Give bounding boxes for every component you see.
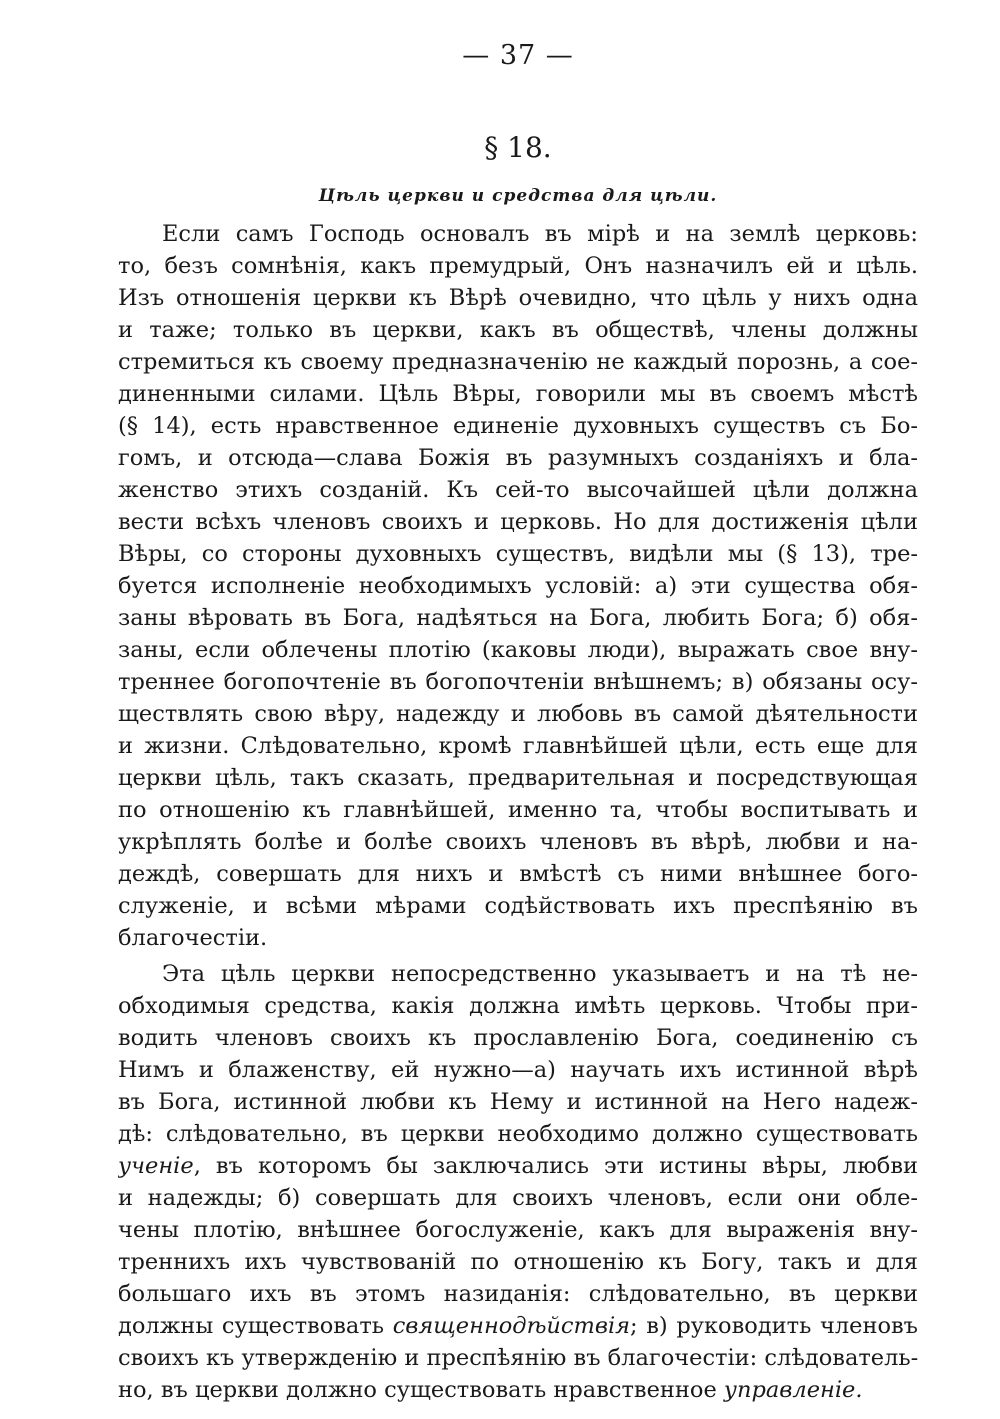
text-line: треннее богопочтеніе въ богопочтеніи внѣшнемъ; в) обязаны осу- bbox=[118, 669, 918, 695]
text-line: обходимыя средства, какія должна имѣть церковь. Чтобы при- bbox=[118, 993, 918, 1019]
text-line: водить членовъ своихъ къ прославленію Бога, соединенію съ bbox=[118, 1025, 918, 1051]
text-line: гомъ, и отсюда—слава Божія въ разумныхъ созданіяхъ и бла- bbox=[118, 445, 918, 471]
section-number: § 18. bbox=[484, 131, 552, 164]
text-line: и таже; только въ церкви, какъ въ обществѣ, члены должны bbox=[118, 317, 918, 343]
text-line bbox=[118, 1310, 918, 1342]
text-line: дѣ: слѣдовательно, въ церкви необходимо должно существовать bbox=[118, 1121, 918, 1147]
text-line: заны вѣровать въ Бога, надѣяться на Бога, любить Бога; б) обя- bbox=[118, 605, 918, 631]
text-line: Изъ отношенія церкви къ Вѣрѣ очевидно, что цѣль у нихъ одна bbox=[118, 285, 918, 311]
text-line: вести всѣхъ членовъ своихъ и церковь. Но для достиженія цѣли bbox=[118, 509, 918, 535]
italic-term: ученіе bbox=[118, 1153, 194, 1179]
text-line: въ Бога, истинной любви къ Нему и истинной на Него надеж- bbox=[118, 1089, 918, 1115]
section-title: Цѣль церкви и средства для цѣли. bbox=[318, 186, 718, 206]
text-line: церкви цѣль, такъ сказать, предварительная и посредствующая bbox=[118, 765, 918, 791]
text-line: треннихъ ихъ чувствованій по отношенію къ Богу, такъ и для bbox=[118, 1249, 918, 1275]
text-line: диненными силами. Цѣль Вѣры, говорили мы въ своемъ мѣстѣ bbox=[118, 381, 918, 407]
text-line: Вѣры, со стороны духовныхъ существъ, видѣли мы (§ 13), тре- bbox=[118, 541, 918, 567]
text-segment: должны существовать bbox=[118, 1313, 393, 1339]
text-line bbox=[118, 1150, 918, 1182]
text-line: Нимъ и блаженству, ей нужно—а) научать ихъ истинной вѣрѣ bbox=[118, 1057, 918, 1083]
text-line: (§ 14), есть нравственное единеніе духовныхъ существъ съ Бо- bbox=[118, 413, 918, 439]
document-page bbox=[118, 40, 918, 1406]
text-line: ществлять свою вѣру, надежду и любовь въ самой дѣятельности bbox=[118, 701, 918, 727]
text-line: то, безъ сомнѣнія, какъ премудрый, Онъ назначилъ ей и цѣль. bbox=[118, 253, 918, 279]
text-line bbox=[118, 1374, 918, 1406]
text-line: по отношенію къ главнѣйшей, именно та, чтобы воспитывать и bbox=[118, 797, 918, 823]
text-line: своихъ къ утвержденію и преспѣянію въ благочестіи: слѣдователь- bbox=[118, 1345, 918, 1371]
text-line: заны, если облечены плотію (каковы люди), выражать свое вну- bbox=[118, 637, 918, 663]
text-segment: но, въ церкви должно существовать нравственное bbox=[118, 1377, 724, 1403]
text-line: буется исполненіе необходимыхъ условій: а) эти существа обя- bbox=[118, 573, 918, 599]
text-line: благочестіи. bbox=[118, 925, 268, 951]
text-line: укрѣплять болѣе и болѣе своихъ членовъ въ вѣрѣ, любви и на- bbox=[118, 829, 918, 855]
paragraph-1 bbox=[118, 218, 918, 954]
paragraph-2 bbox=[118, 958, 918, 1406]
text-line: чены плотію, внѣшнее богослуженіе, какъ для выраженія вну- bbox=[118, 1217, 918, 1243]
italic-term: священнодѣйствія bbox=[392, 1313, 631, 1339]
text-line: деждѣ, совершать для нихъ и вмѣстѣ съ ними внѣшнее бого- bbox=[118, 861, 918, 887]
text-line: служеніе, и всѣми мѣрами содѣйствовать ихъ преспѣянію въ bbox=[118, 893, 918, 919]
page-number: — 37 — bbox=[462, 40, 574, 71]
text-line: большаго ихъ въ этомъ назиданія: слѣдовательно, въ церкви bbox=[118, 1281, 918, 1307]
text-segment: , въ которомъ бы заключались эти истины вѣры, любви bbox=[193, 1153, 918, 1179]
text-line: Эта цѣль церкви непосредственно указываетъ и на тѣ не- bbox=[162, 961, 918, 987]
text-line: и надежды; б) совершать для своихъ членовъ, если они обле- bbox=[118, 1185, 918, 1211]
text-line: женство этихъ созданій. Къ сей-то высочайшей цѣли должна bbox=[118, 477, 918, 503]
text-line: стремиться къ своему предназначенію не каждый порознь, а сое- bbox=[118, 349, 918, 375]
italic-term: управленіе. bbox=[723, 1377, 863, 1403]
text-line: Если самъ Господь основалъ въ мірѣ и на землѣ церковь: bbox=[162, 221, 918, 247]
text-line: и жизни. Слѣдовательно, кромѣ главнѣйшей цѣли, есть еще для bbox=[118, 733, 918, 759]
text-segment: ; в) руководить членовъ bbox=[630, 1313, 918, 1339]
